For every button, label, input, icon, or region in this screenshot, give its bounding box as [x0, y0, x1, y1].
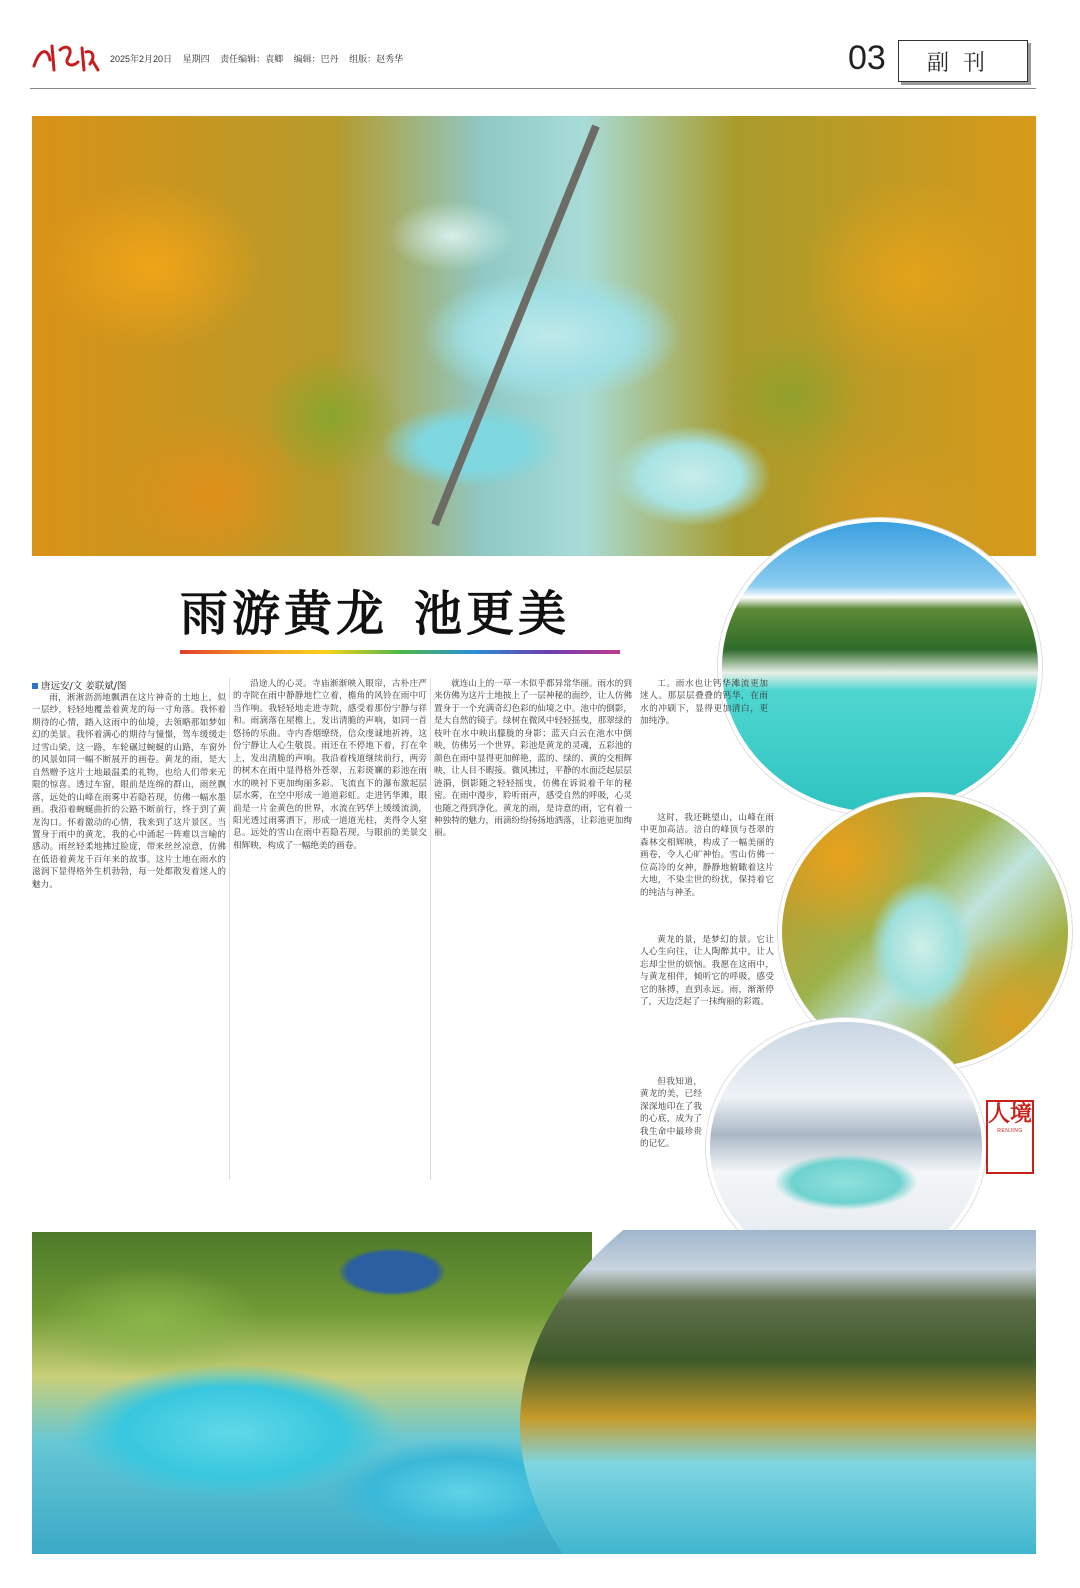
credit-layout: 组版：赵秀华 — [349, 54, 404, 64]
issue-meta — [110, 52, 411, 65]
issue-weekday: 星期四 — [182, 54, 210, 64]
text-column-3 — [434, 678, 632, 1180]
article-title — [180, 575, 630, 644]
hero-aerial-photo — [32, 116, 1036, 556]
paragraph: 雨，淅淅沥沥地飘洒在这片神奇的土地上，似一层纱，轻轻地覆盖着黄龙的每一寸角落。我怀着期待的心情，踏入这雨中的仙境，去领略那如梦如幻的美景。我怀着满心的期待与憧憬，驾车缓缓走过雪山梁。这一路，车轮碾过蜿蜒的山路，车窗外的风景如同一幅不断展开的画卷。黄龙的雨，是大自然赠予这片土地最温柔的礼物，也给人们带来无限的惊喜。透过车窗，眼前是连绵的群山，雨丝飘落，远处的山峰在雨雾中若隐若现，仿佛一幅水墨画。我沿着蜿蜒曲折的公路不断前行，终于到了黄龙沟口。怀着激动的心情，我来到了这片景区。当置身于雨中的黄龙，我的心中涌起一阵难以言喻的感动。雨丝轻柔地拂过脸庞，带来丝丝凉意，仿佛在低语着黄龙千百年来的故事。这片土地在雨水的滋润下显得格外生机勃勃，每一处都散发着迷人的魅力。 — [32, 693, 226, 890]
page-header — [30, 38, 1040, 88]
article-title-block — [180, 575, 630, 654]
title-part-2: 池更美 — [414, 586, 571, 642]
text-column-2 — [233, 678, 427, 1180]
text-column-1 — [32, 692, 226, 1180]
paragraph: 黄龙的景，是梦幻的景。它让人心生向往，让人陶醉其中，让人忘却尘世的烦恼。我愿在这雨中，与黄龙相伴，倾听它的呼吸，感受它的脉搏，直到永远。雨，渐渐停了，天边泛起了一抹绚丽的彩霞。 — [640, 935, 774, 1008]
paragraph: 但我知道，黄龙的美，已经深深地印在了我的心底，成为了我生命中最珍贵的记忆。 — [640, 1077, 702, 1150]
boardwalk-path — [431, 125, 599, 527]
bottom-photo-temple-pools — [32, 1232, 592, 1554]
page-number: 03 — [848, 39, 886, 77]
paragraph: 工。雨水也让钙华滩流更加迷人。那层层叠叠的钙华，在雨水的冲刷下，显得更加清白，更加纯净。 — [640, 679, 768, 727]
column-divider — [430, 678, 431, 1180]
issue-date: 2025年2月20日 — [110, 54, 173, 64]
bottom-photo-mountain-valley — [520, 1230, 1036, 1554]
paragraph: 沿途人的心灵。寺庙渐渐映入眼帘，古朴庄严的寺院在雨中静静地伫立着，檐角的风铃在雨中叮当作响。我轻轻地走进寺院，感受着那份宁静与祥和。雨滴落在屋檐上，发出清脆的声响，如同一首悠扬的乐曲。寺内香烟缭绕，信众虔诚地祈祷，这份宁静让人心生敬畏。雨还在不停地下着，打在伞上，发出清脆的声响。我沿着栈道继续前行，两旁的树木在雨中显得格外苍翠，五彩斑斓的彩池在雨水的映衬下更加绚丽多彩。飞流直下的瀑布激起层层水雾，在空中形成一道道彩虹。走进钙华滩，眼前是一片金黄色的世界，水流在钙华上缓缓流淌，阳光透过雨雾洒下，形成一道道光柱，美得令人窒息。远处的雪山在雨中若隐若现，与眼前的美景交相辉映，构成了一幅绝美的画卷。 — [233, 679, 427, 851]
column-divider — [229, 678, 230, 1180]
title-part-1: 雨游黄龙 — [180, 586, 389, 642]
paragraph: 就连山上的一草一木似乎都异常华丽。雨水的到来仿佛为这片土地披上了一层神秘的面纱，让人仿佛置身于一个充满奇幻色彩的仙境之中。池中的倒影，是大自然的镜子。绿树在微风中轻轻摇曳，那翠绿的枝叶在水中映出朦胧的身影；蓝天白云在池水中倒映，仿佛另一个世界。彩池是黄龙的灵魂，五彩池的颜色在雨中显得更加鲜艳，蓝的、绿的、黄的交相辉映，让人目不暇接。微风拂过，平静的水面泛起层层涟漪，倒影随之轻轻摇曳，仿佛在诉说着千年的秘密。在雨中漫步，聆听雨声，感受自然的呼吸，心灵也随之得到净化。黄龙的雨，是诗意的雨，它有着一种独特的魅力，雨滴纷纷扬扬地洒落，让彩池更加绚丽。 — [434, 679, 632, 839]
text-column-6 — [640, 934, 774, 1040]
section-label: 副刊 — [898, 40, 1028, 82]
credit-editor: 责任编辑：袁卿 — [220, 54, 284, 64]
byline — [32, 678, 126, 692]
credit-sub-editor: 编辑：巴丹 — [293, 54, 339, 64]
seal-latin: RENJING — [997, 1128, 1023, 1134]
masthead-logo — [30, 40, 102, 74]
seal-glyph: 人境 — [988, 1102, 1033, 1127]
title-rainbow-underline — [180, 650, 620, 654]
byline-text: 唐远安/文 姜联斌/图 — [41, 681, 127, 692]
paragraph: 这时，我还眺望山，山峰在雨中更加高洁。涪白的峰顶与苍翠的森林交相辉映，构成了一幅美丽的画卷，令人心旷神怡。雪山仿佛一位高冷的女神，静静地俯瞰着这片大地，不染尘世的纷扰，保持着它的纯洁与神圣。 — [640, 813, 774, 898]
column-seal-stamp — [986, 1100, 1034, 1174]
header-divider — [30, 88, 1036, 89]
byline-square-icon — [32, 683, 38, 689]
text-column-7 — [640, 1076, 702, 1180]
text-column-4 — [640, 678, 768, 808]
